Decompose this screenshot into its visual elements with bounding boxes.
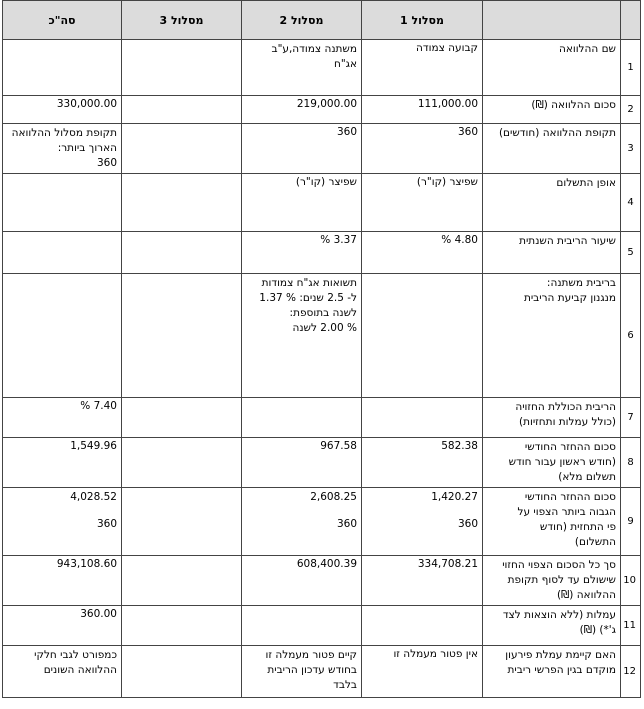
- row-number: 9: [621, 488, 641, 556]
- track-3-value: [122, 646, 242, 698]
- cell-line: התשלום): [574, 536, 616, 548]
- track-3-value: [122, 556, 242, 606]
- track-1-value: קבועה צמודה: [362, 40, 483, 96]
- track-1-value: שפיצר (קו"ר): [362, 174, 483, 232]
- row-number: 11: [621, 606, 641, 646]
- track-2-value: [242, 398, 362, 438]
- header-row: [3, 1, 641, 40]
- total-value: [3, 488, 122, 556]
- cell-line: שישולם עד לסוף תקופת: [507, 574, 616, 586]
- cell-line: פי התחזית (חודש: [539, 521, 616, 533]
- cell-line: 1,420.27: [431, 491, 478, 503]
- table-row: [3, 40, 641, 96]
- total-value: [3, 646, 122, 698]
- loan-comparison-table: [2, 0, 641, 698]
- cell-line: שיעור הריבית השנתית: [519, 235, 616, 247]
- row-label: [483, 96, 621, 124]
- header-label: [483, 1, 621, 40]
- cell-line: אג"ח: [333, 58, 357, 70]
- total-value: [3, 232, 122, 274]
- cell-line: ההלוואה השונים: [43, 664, 117, 676]
- cell-line: עמלות (ללא הוצאות לצד: [502, 609, 616, 621]
- row-number: 7: [621, 398, 641, 438]
- total-value: 360.00: [3, 606, 122, 646]
- cell-line: לשנה בתוספת:: [289, 307, 357, 319]
- cell-line: הארוך ביותר:: [57, 142, 117, 154]
- track-3-value: [122, 40, 242, 96]
- cell-line: אופן התשלום: [556, 177, 616, 189]
- row-label: [483, 438, 621, 488]
- cell-line: תקופת מסלול ההלוואה: [11, 127, 117, 139]
- row-label: [483, 232, 621, 274]
- cell-line: שם ההלוואה: [558, 43, 616, 55]
- track-3-value: [122, 398, 242, 438]
- cell-line: מוקדם בגין הפרשי ריבית: [507, 664, 616, 676]
- total-value: 1,549.96: [3, 438, 122, 488]
- track-1-value: 360: [362, 124, 483, 174]
- table-row: [3, 438, 641, 488]
- table-row: [3, 398, 641, 438]
- cell-line: בריבית משתנה:: [546, 277, 616, 289]
- cell-line: (חודש ראשון עבור חודש: [508, 456, 616, 468]
- cell-line: סכום ההחזר החודשי: [524, 441, 616, 453]
- row-number: 4: [621, 174, 641, 232]
- total-value: [3, 274, 122, 398]
- table-row: [3, 232, 641, 274]
- total-value: 330,000.00: [3, 96, 122, 124]
- table-row: [3, 174, 641, 232]
- row-number: 5: [621, 232, 641, 274]
- row-label: [483, 124, 621, 174]
- track-2-value: [242, 40, 362, 96]
- cell-line: 360: [96, 157, 117, 169]
- cell-line: 2,608.25: [310, 491, 357, 503]
- cell-line: 4,028.52: [70, 491, 117, 503]
- track-2-value: [242, 488, 362, 556]
- header-track-3: מסלול 3: [122, 1, 242, 40]
- cell-line: תשואות אג"ח צמודות: [261, 277, 357, 289]
- header-num: [621, 1, 641, 40]
- row-label: [483, 398, 621, 438]
- total-value: [3, 174, 122, 232]
- header-track-2: מסלול 2: [242, 1, 362, 40]
- cell-line: הריבית הכוללת החזויה: [515, 401, 616, 413]
- track-3-value: [122, 274, 242, 398]
- cell-line: כמפורט לגבי חלקי: [34, 649, 117, 661]
- track-3-value: [122, 438, 242, 488]
- table-row: [3, 96, 641, 124]
- cell-line: האם קיימת עמלת פירעון: [505, 649, 616, 661]
- track-3-value: [122, 124, 242, 174]
- track-2-value: 608,400.39: [242, 556, 362, 606]
- cell-line: 360: [457, 518, 478, 530]
- table-row: [3, 488, 641, 556]
- track-3-value: [122, 174, 242, 232]
- cell-line: תשלום מלא): [558, 471, 616, 483]
- cell-line: בלבד: [333, 679, 357, 691]
- cell-line: בחודש עדכון הריבית: [267, 664, 357, 676]
- row-label: [483, 40, 621, 96]
- total-value: 7.40 %: [3, 398, 122, 438]
- table-row: [3, 556, 641, 606]
- row-label: [483, 488, 621, 556]
- row-number: 10: [621, 556, 641, 606]
- cell-line: הגבוה ביותר הצפוי על: [517, 506, 616, 518]
- cell-line: סך כל הסכום הצפוי החזוי: [502, 559, 616, 571]
- row-label: [483, 606, 621, 646]
- cell-line: 360: [96, 518, 117, 530]
- row-label: [483, 646, 621, 698]
- row-label: [483, 174, 621, 232]
- row-label: [483, 274, 621, 398]
- track-1-value: 334,708.21: [362, 556, 483, 606]
- track-1-value: 582.38: [362, 438, 483, 488]
- row-number: 6: [621, 274, 641, 398]
- total-value: [3, 40, 122, 96]
- track-2-value: [242, 274, 362, 398]
- track-1-value: 4.80 %: [362, 232, 483, 274]
- track-2-value: [242, 606, 362, 646]
- row-number: 3: [621, 124, 641, 174]
- row-number: 8: [621, 438, 641, 488]
- track-2-value: 219,000.00: [242, 96, 362, 124]
- cell-line: ההלוואה (₪): [556, 589, 616, 601]
- cell-line: סכום ההלוואה (₪): [531, 99, 616, 111]
- track-1-value: אין פטור מעמלה זו: [362, 646, 483, 698]
- row-number: 12: [621, 646, 641, 698]
- total-value: 943,108.60: [3, 556, 122, 606]
- track-1-value: 111,000.00: [362, 96, 483, 124]
- cell-line: מנגנון קביעת הריבית: [523, 292, 616, 304]
- header-track-1: מסלול 1: [362, 1, 483, 40]
- cell-line: % 2.00 לשנה: [292, 322, 357, 334]
- cell-line: (כולל עמלות ותחזיות): [518, 416, 616, 428]
- track-1-value: [362, 606, 483, 646]
- cell-line: משתנה צמודה,ע"ב: [271, 43, 357, 55]
- track-1-value: [362, 398, 483, 438]
- total-value: [3, 124, 122, 174]
- table-row: [3, 646, 641, 698]
- cell-line: סכום ההחזר החודשי: [524, 491, 616, 503]
- cell-line: 360: [336, 518, 357, 530]
- header-total: סה"כ: [3, 1, 122, 40]
- track-1-value: [362, 488, 483, 556]
- track-3-value: [122, 96, 242, 124]
- row-label: [483, 556, 621, 606]
- track-2-value: שפיצר (קו"ר): [242, 174, 362, 232]
- row-number: 2: [621, 96, 641, 124]
- table-row: [3, 124, 641, 174]
- track-3-value: [122, 488, 242, 556]
- cell-line: ל- 2.5 שנים: % 1.37: [259, 292, 357, 304]
- track-2-value: 967.58: [242, 438, 362, 488]
- track-3-value: [122, 232, 242, 274]
- cell-line: תקופת ההלוואה (חודשים): [498, 127, 616, 139]
- cell-line: ג'*) (₪): [579, 624, 616, 636]
- cell-line: קיים פטור מעמלה זו: [265, 649, 357, 661]
- track-2-value: 3.37 %: [242, 232, 362, 274]
- track-2-value: 360: [242, 124, 362, 174]
- table-row: [3, 274, 641, 398]
- track-1-value: [362, 274, 483, 398]
- track-2-value: [242, 646, 362, 698]
- track-3-value: [122, 606, 242, 646]
- row-number: 1: [621, 40, 641, 96]
- table-row: [3, 606, 641, 646]
